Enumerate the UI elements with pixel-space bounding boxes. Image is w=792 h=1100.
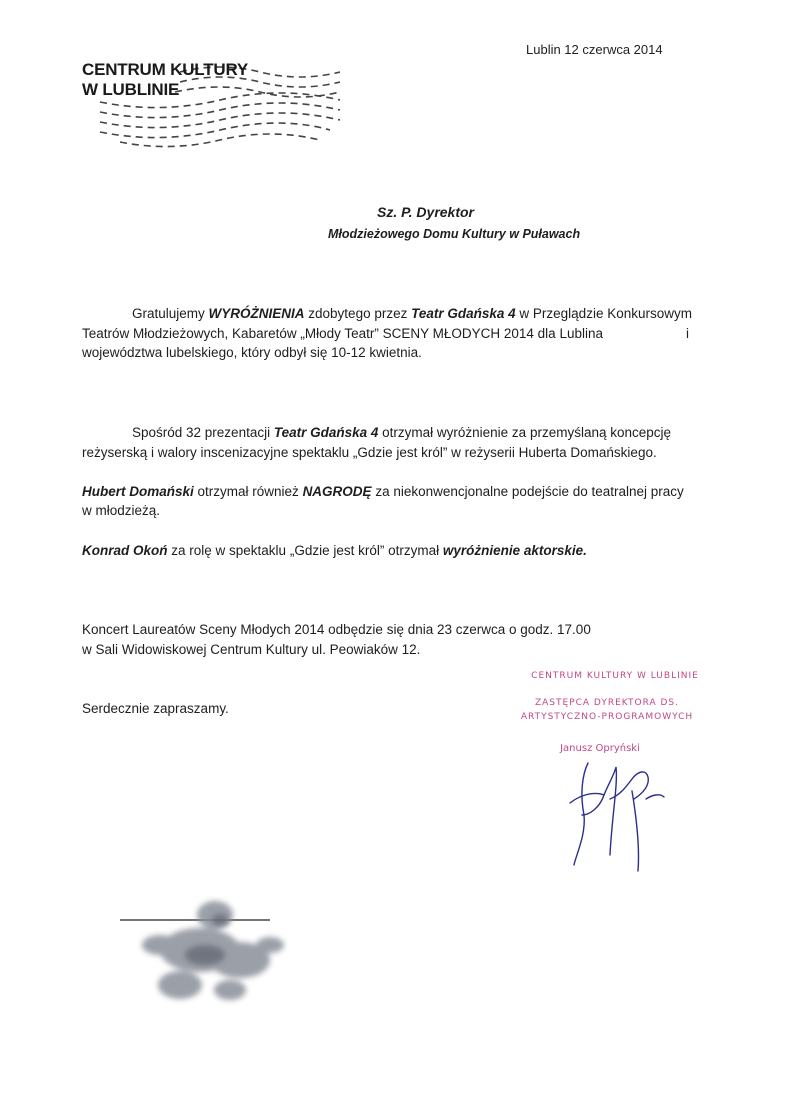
award-highlight: NAGRODĘ [302,484,372,499]
text-span: zdobytego przez [304,306,412,321]
theatre-name: Teatr Gdańska 4 [273,425,379,440]
recipient-title: Sz. P. Dyrektor [377,204,475,220]
theatre-name: Teatr Gdańska 4 [411,306,516,321]
paragraph-5-line-1: Koncert Laureatów Sceny Młodych 2014 odbędzie się dnia 23 czerwca o godz. 17.00 [82,622,591,637]
director-name: Hubert Domański [82,484,194,499]
text-span: za rolę w spektaklu „Gdzie jest król” otrzymał [167,543,443,558]
paragraph-3-line-1 [82,482,684,501]
text-span: Gratulujemy [132,306,209,321]
paragraph-3-line-2: w młodzieżą. [82,503,161,518]
paragraph-1-line-2-end: i [686,326,689,341]
paragraph-4 [82,541,587,560]
text-span: otrzymał wyróżnienie za przemyślaną koncepcję [378,425,672,440]
letter-date: Lublin 12 czerwca 2014 [526,42,663,57]
paragraph-1-line-1 [132,304,692,323]
logo [82,60,248,100]
award-highlight: wyróżnienie aktorskie. [442,543,587,558]
paragraph-1-line-2: Teatrów Młodzieżowych, Kabaretów „Młody Teatr” SCENY MŁODYCH 2014 dla Lublina [82,326,603,341]
stamp-name: Janusz Opryński [560,743,640,754]
recipient-organization: Młodzieżowego Domu Kultury w Puławach [328,227,581,241]
logo-line-2: W LUBLINIE [82,80,180,99]
logo-line-1: CENTRUM KULTURY [82,60,249,79]
text-span: Spośród 32 prezentacji [132,425,274,440]
stamp-line-3: ARTYSTYCZNO-PROGRAMOWYCH [520,712,694,722]
award-highlight: WYRÓŻNIENIA [208,306,305,321]
paragraph-2-line-2: reżyserską i walory inscenizacyjne spektaklu „Gdzie jest król” w reżyserii Huberta Domańskiego. [82,445,657,460]
paragraph-1-line-3: województwa lubelskiego, który odbył się 10-12 kwietnia. [82,345,422,360]
actor-name: Konrad Okoń [82,543,168,558]
paragraph-5-line-2: w Sali Widowiskowej Centrum Kultury ul. Peowiaków 12. [82,642,421,657]
stamp-line-2: ZASTĘPCA DYREKTORA DS. [534,698,680,708]
paragraph-2-line-1 [132,423,671,442]
stamp-line-1: CENTRUM KULTURY W LUBLINIE [531,671,699,681]
ink-smudge [120,890,320,1020]
closing-text: Serdecznie zapraszamy. [82,701,229,716]
text-span: za niekonwencjonalne podejście do teatralnej pracy [371,484,684,499]
handwritten-signature [560,755,670,875]
text-span: otrzymał również [193,484,303,499]
text-span: w Przeglądzie Konkursowym [515,306,692,321]
